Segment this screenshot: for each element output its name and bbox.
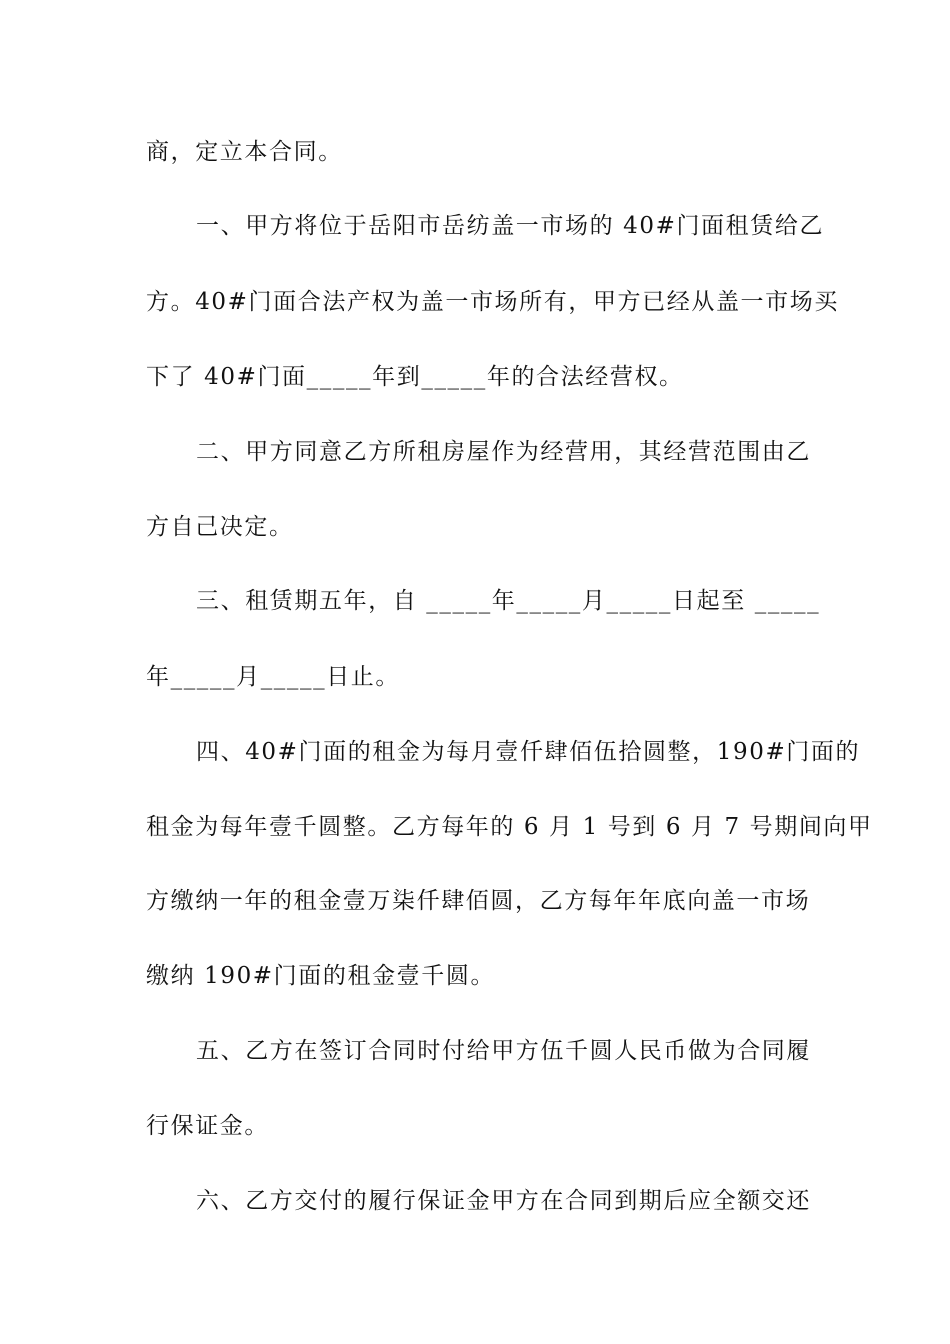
clause-3-line-1: 三、租赁期五年，自 _____年_____月_____日起至 _____ [196,588,821,614]
clause-5-line-2: 行保证金。 [146,1113,269,1139]
text-line: 商，定立本合同。 [146,139,343,165]
clause-1-line-2: 方。40#门面合法产权为盖一市场所有，甲方已经从盖一市场买 [146,289,839,315]
clause-2-line-2: 方自己决定。 [146,514,294,540]
clause-5-line-1: 五、乙方在签订合同时付给甲方伍千圆人民币做为合同履 [196,1038,811,1064]
clause-1-line-1: 一、甲方将位于岳阳市岳纺盖一市场的 40#门面租赁给乙 [196,213,825,239]
clause-4-line-2: 租金为每年壹千圆整。乙方每年的 6 月 1 号到 6 月 7 号期间向甲 [146,814,873,840]
clause-4-line-1: 四、40#门面的租金为每月壹仟肆佰伍拾圆整，190#门面的 [196,739,861,765]
clause-3-line-2: 年_____月_____日止。 [146,664,400,690]
clause-4-line-4: 缴纳 190#门面的租金壹千圆。 [146,963,496,989]
clause-2-line-1: 二、甲方同意乙方所租房屋作为经营用，其经营范围由乙 [196,439,811,465]
clause-1-line-3: 下了 40#门面_____年到_____年的合法经营权。 [146,364,684,390]
clause-4-line-3: 方缴纳一年的租金壹万柒仟肆佰圆，乙方每年年底向盖一市场 [146,888,811,914]
clause-6-line-1: 六、乙方交付的履行保证金甲方在合同到期后应全额交还 [196,1188,811,1214]
